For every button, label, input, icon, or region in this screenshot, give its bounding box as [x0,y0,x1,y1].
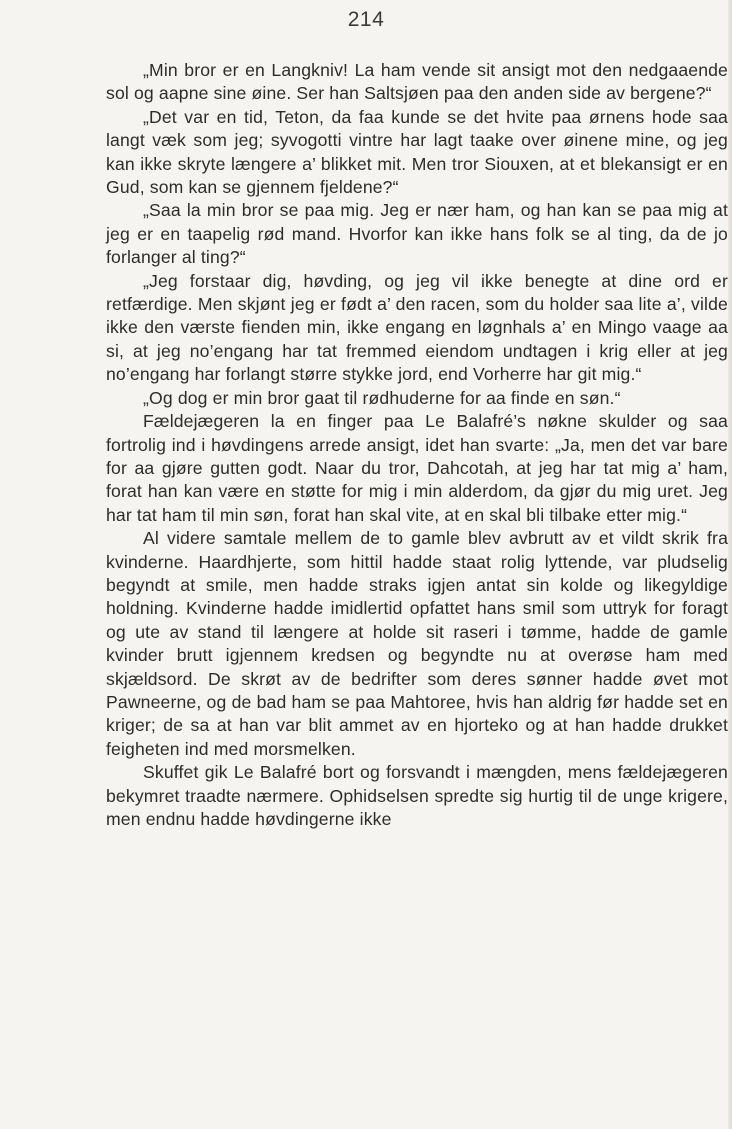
page-edge [728,0,732,1129]
page-number: 214 [347,8,385,31]
body-text [106,59,728,831]
paragraph: Fældejægeren la en finger paa Le Balafré’s nøkne skulder og saa fortrolig ind i høvdingens arrede ansigt, idet han svarte: „Ja, men det var bare for aa gjøre gutten godt. Naar du tror, Dahcotah, at jeg har tat mig a’ ham, forat han kan være en støtte for mig i min alderdom, da gjør du mig uret. Jeg har tat ham til min søn, forat han skal vite, at en skal bli tilbake etter mig.“ [106,411,728,525]
paragraph: „Og dog er min bror gaat til rødhuderne for aa finde en søn.“ [143,387,621,408]
paragraph: Al videre samtale mellem de to gamle blev avbrutt av et vildt skrik fra kvinderne. Haardhjerte, som hittil hadde staat rolig lyttende, var pludselig begyndt at smile, men hadde straks igjen antat sin kolde og likegyldige holdning. Kvinderne hadde imidlertid opfattet hans smil som uttryk for foragt og ute av stand til længere at holde sit raseri i tømme, hadde de gamle kvinder brutt igjennem kredsen og begyndte nu at overøse ham med skjældsord. De skrøt av de bedrifter som deres sønner hadde øvet mot Pawneerne, og de bad ham se paa Mahtoree, hvis han aldrig før hadde set en kriger; de sa at han var blit ammet av en hjorteko og at han hadde drukket feigheten ind med morsmelken. [106,528,728,759]
paragraph: „Jeg forstaar dig, høvding, og jeg vil ikke benegte at dine ord er retfærdige. Men skjønt jeg er født a’ den racen, som du holder saa lite a’, vilde ikke den værste fienden min, ikke engang en løgnhals a’ en Mingo vaage aa si, at jeg no’engang har tat fremmed eiendom undtagen i krig eller at jeg no’engang har forlangt større stykke jord, end Vorherre har git mig.“ [106,270,728,385]
paragraph: „Det var en tid, Teton, da faa kunde se det hvite paa ørnens hode saa langt væk som jeg; syvogotti vintre har lagt taake over øinene mine, og jeg kan ikke skryte længere a’ blikket mit. Men tror Siouxen, at et blekansigt er en Gud, som kan se gjennem fjeldene?“ [106,106,728,198]
paragraph: „Saa la min bror se paa mig. Jeg er nær ham, og han kan se paa mig at jeg er en taapelig rød mand. Hvorfor kan ikke hans folk se al ting, da de jo forlanger al ting?“ [106,200,728,268]
paragraph: Skuffet gik Le Balafré bort og forsvandt i mængden, mens fældejægeren bekymret traadte nærmere. Ophidselsen spredte sig hurtig til de unge krigere, men endnu hadde høvdingerne ikke [106,762,728,829]
paragraph: „Min bror er en Langkniv! La ham vende sit ansigt mot den nedgaaende sol og aapne sine øine. Ser han Saltsjøen paa den anden side av bergene?“ [106,60,728,104]
